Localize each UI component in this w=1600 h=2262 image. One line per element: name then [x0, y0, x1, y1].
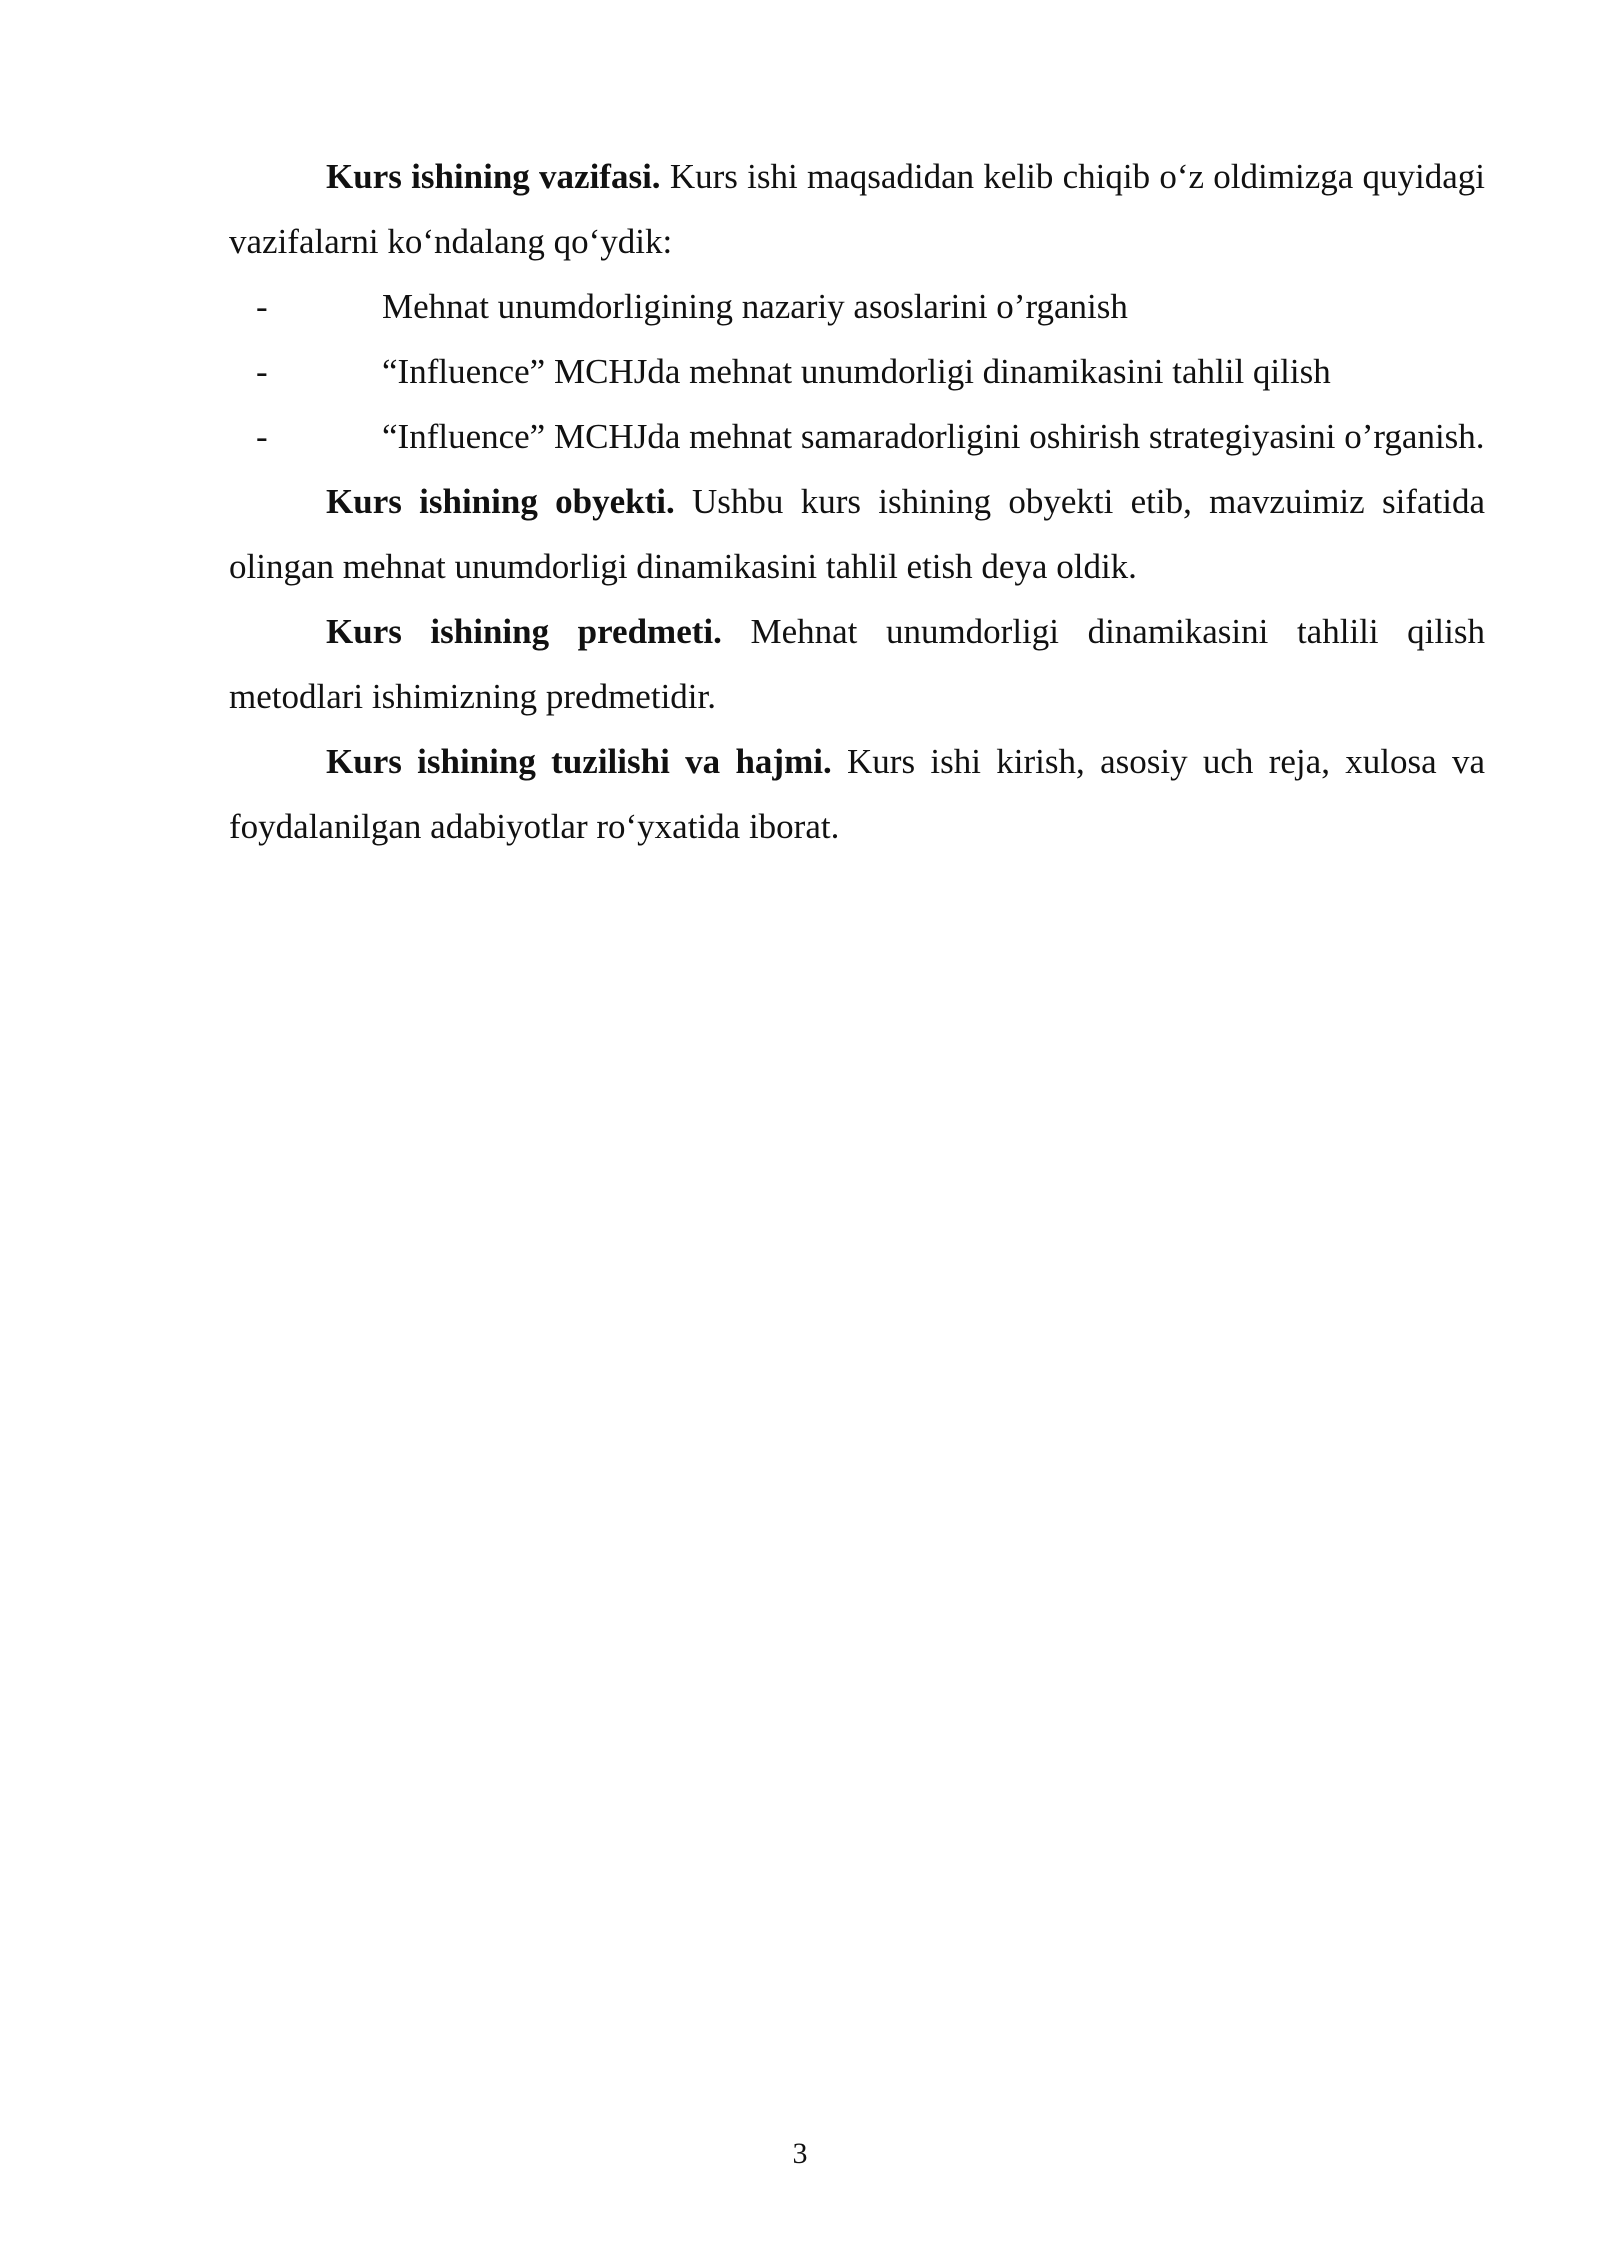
- structure-text: Kurs ishi kirish, asosiy uch reja, xulosa va foydalanilgan adabiyotlar ro‘yxatida iborat.: [229, 742, 1485, 846]
- list-item-text: “Influence” MCHJda mehnat unumdorligi dinamikasini tahlil qilish: [382, 352, 1331, 391]
- subject-paragraph: [229, 599, 1485, 729]
- structure-paragraph: [229, 729, 1485, 859]
- structure-heading: Kurs ishining tuzilishi va hajmi.: [326, 742, 832, 781]
- list-item: [256, 404, 1485, 469]
- task-list: [229, 274, 1485, 469]
- tasks-text: Kurs ishi maqsadidan kelib chiqib o‘z oldimizga quyidagi vazifalarni ko‘ndalang qo‘ydik:: [229, 157, 1485, 261]
- page-number: 3: [792, 2137, 808, 2170]
- page-content: [229, 144, 1485, 859]
- list-item-text: Mehnat unumdorligining nazariy asoslarini o’rganish: [382, 287, 1128, 326]
- list-marker: -: [256, 352, 268, 391]
- object-paragraph: [229, 469, 1485, 599]
- tasks-heading: Kurs ishining vazifasi.: [326, 157, 661, 196]
- list-item-text: “Influence” MCHJda mehnat samaradorligini oshirish strategiyasini o’rganish.: [382, 417, 1485, 456]
- list-item: [256, 339, 1485, 404]
- object-text: Ushbu kurs ishining obyekti etib, mavzuimiz sifatida olingan mehnat unumdorligi dinamikasini tahlil etish deya oldik.: [229, 482, 1485, 586]
- subject-text: Mehnat unumdorligi dinamikasini tahlili qilish metodlari ishimizning predmetidir.: [229, 612, 1485, 716]
- list-marker: -: [256, 417, 268, 456]
- tasks-paragraph: [229, 144, 1485, 274]
- list-marker: -: [256, 287, 268, 326]
- object-heading: Kurs ishining obyekti.: [326, 482, 675, 521]
- list-item: [256, 274, 1485, 339]
- subject-heading: Kurs ishining predmeti.: [326, 612, 722, 651]
